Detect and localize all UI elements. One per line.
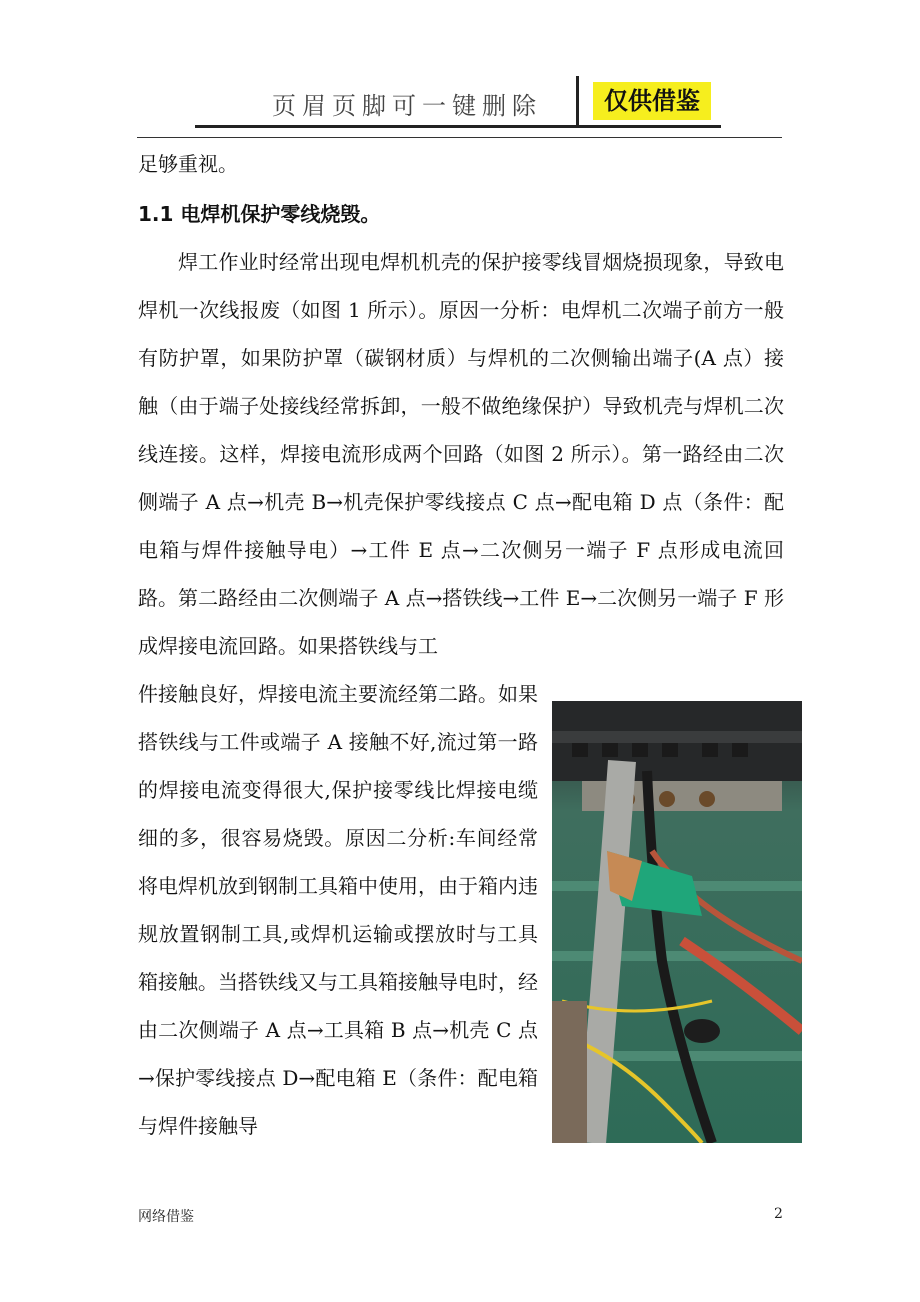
photo-burnt-cable — [552, 701, 802, 1143]
header-badge: 仅供借鉴 — [593, 82, 711, 120]
section-heading: 1.1 电焊机保护零线烧毁。 — [138, 202, 381, 226]
header-rule — [137, 137, 782, 138]
header-underline — [195, 125, 721, 128]
photo-burnt-cable-drawing — [552, 701, 802, 1143]
header-title: 页眉页脚可一键删除 — [272, 92, 542, 120]
continuation-text: 足够重视。 — [138, 152, 238, 176]
page-number: 2 — [774, 1206, 783, 1222]
paragraph-wrap: 件接触良好，焊接电流主要流经第二路。如果搭铁线与工件或端子 A 接触不好,流过第一路的焊接电流变得很大,保护接零线比焊接电缆细的多，很容易烧毁。原因二分析:车间经常将电焊机放到钢制工具箱中使用，由于箱内违规放置钢制工具,或焊机运输或摆放时与工具箱接触。当搭铁线又与工具箱接触导电时，经由二次侧端子 A 点→工具箱 B 点→机壳 C 点→保护零线接点 D→配电箱 E（条件：配电箱与焊件接触导 — [138, 682, 538, 1138]
footer-left: 网络借鉴 — [138, 1209, 194, 1225]
header-divider — [576, 76, 579, 128]
paragraph-main: 焊工作业时经常出现电焊机机壳的保护接零线冒烟烧损现象，导致电焊机一次线报废（如图 1 所示）。原因一分析：电焊机二次端子前方一般有防护罩，如果防护罩（碳钢材质）与焊机的二次侧输出端子(A 点）接触（由于端子处接线经常拆卸，一般不做绝缘保护）导致机壳与焊机二次线连接。这样，焊接电流形成两个回路（如图 2 所示）。第一路经由二次侧端子 A 点→机壳 B→机壳保护零线接点 C 点→配电箱 D 点（条件：配电箱与焊件接触导电）→工件 E 点→二次侧另一端子 F 点形成电流回路。第二路经由二次侧端子 A 点→搭铁线→工件 E→二次侧另一端子 F 形成焊接电流回路。如果搭铁线与工 — [138, 250, 784, 658]
